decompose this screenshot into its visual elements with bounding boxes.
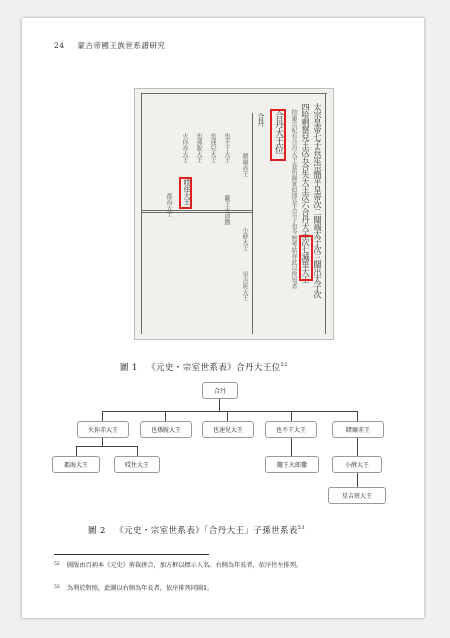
footnote-53-text: 為利於對照，此圖以右側為年長者，依序排列同圖1。 [67, 585, 214, 592]
fig1-lower-5: 火你赤大王 [181, 133, 188, 163]
node-child-4: 也不干大王 [265, 421, 317, 438]
footnote-52-text: 圖版由百衲本《元史》剪裁拼合，加方框以標示人名。右側為年長者，依序往左排列。 [67, 562, 303, 569]
node-grandchild-3: 隴王火郎撒 [265, 456, 319, 473]
fig1-lineage-2: 小薛大王 [241, 227, 248, 251]
footnote-52-mark: 52 [54, 562, 60, 567]
highlight-left-box [179, 177, 192, 209]
figure1-caption [120, 361, 288, 373]
fig1-lower-8: 都海大王 [165, 193, 172, 217]
node-child-1: 火你赤大王 [77, 421, 129, 438]
highlight-middle-box [299, 235, 313, 281]
figure2-label: 圖 2 [88, 526, 106, 536]
node-great-grandchild: 星吉班大王 [328, 487, 386, 504]
figure1-genealogy-photo [134, 88, 334, 340]
fig1-lower-2: 隴王火郎撒 [223, 195, 230, 225]
figure1-footnote-ref: 52 [280, 362, 288, 369]
fig1-lower-1: 也不干大王 [223, 133, 230, 163]
fig1-header-title: 合丹大王位 [273, 111, 283, 154]
node-grandchild-2: 哎住大王 [114, 456, 160, 473]
footnote-divider [54, 554, 209, 555]
page-number: 24 [54, 41, 65, 50]
fig1-column-1: 太宗皇帝七子長定宗簡平皇帝次二闊端太子次三闊出太子次 [313, 103, 322, 298]
figure1-label: 圖 1 [120, 363, 138, 373]
fig1-lineage-1: 睹爾赤王 [241, 153, 248, 177]
fig1-lower-7: 哎住大王 [183, 179, 191, 205]
node-grandchild-1: 都海大王 [52, 456, 100, 473]
fig1-lower-4: 也孫脫大王 [195, 133, 202, 163]
footnote-53-mark: 53 [54, 585, 60, 590]
node-root: 合丹 [202, 382, 238, 399]
fig1-column-2: 四哈剌察兒王次五合失大王次六合丹大王次七滅里大王 [301, 103, 310, 283]
figure2-genealogy-tree [52, 382, 402, 517]
node-child-3: 也速兒大王 [202, 421, 254, 438]
paper-page [22, 18, 424, 618]
node-child-5: 睹爾赤王 [332, 421, 384, 438]
figure1-caption-text: 《元史・宗室世系表》合丹大王位 [147, 363, 281, 373]
node-grandchild-4: 小薛大王 [332, 456, 382, 473]
book-title: 蒙古帝國王族世系譜研究 [77, 41, 166, 50]
figure2-footnote-ref: 53 [297, 525, 305, 532]
figure2-caption-text: 《元史・宗室世系表》「合丹大王」子孫世系表 [115, 526, 298, 536]
fig1-column-3: 按憲宗紀有合丹大王卷所錄實似即是太宗子也今無考姑存此以俟知者 [290, 109, 297, 289]
footnote-53 [54, 584, 383, 594]
footnote-52 [54, 561, 383, 571]
highlight-top-box [270, 109, 286, 161]
node-child-2: 也孫脫大王 [140, 421, 192, 438]
fig1-lower-3: 也速兒大王 [209, 133, 216, 163]
fig1-header-hedan: 合丹 [257, 113, 265, 126]
fig1-lineage-3: 星吉班大王 [241, 271, 248, 301]
running-head [54, 40, 165, 51]
figure2-caption [88, 524, 305, 536]
